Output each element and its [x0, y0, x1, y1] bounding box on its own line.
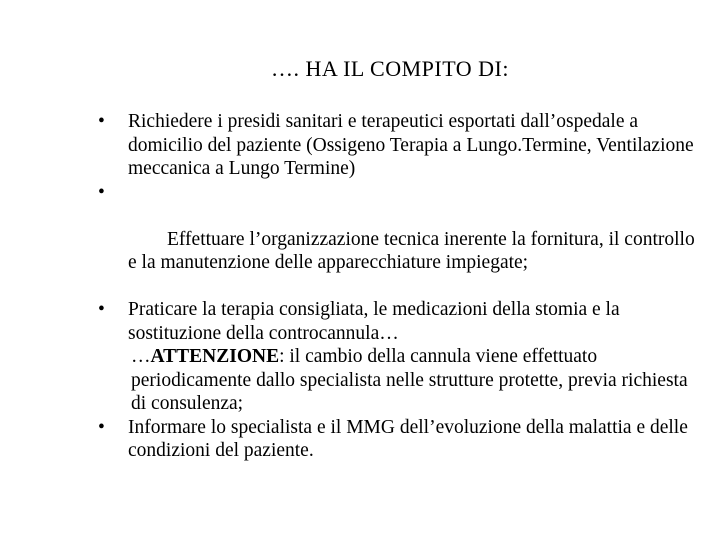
- list-item-text: Effettuare l’organizzazione tecnica inerente la fornitura, il controllo e la manutenzione delle apparecchiature impiegate;: [128, 228, 700, 273]
- attention-note: [128, 345, 698, 416]
- list-item: [98, 181, 698, 299]
- list-item: [98, 416, 698, 463]
- bullet: •: [98, 181, 105, 203]
- task-list: [98, 110, 698, 463]
- bullet: •: [98, 299, 105, 320]
- note-prefix: …: [131, 346, 151, 367]
- note-text: : il cambio della cannula viene effettuato periodicamente dallo specialista nelle strutture protette, previa richiesta di consulenza;: [131, 346, 688, 414]
- list-item-text: Richiedere i presidi sanitari e terapeutici esportati dall’ospedale a domicilio del paziente (Ossigeno Terapia a Lungo.Termine, Ventilazione meccanica a Lungo Termine): [128, 111, 694, 179]
- list-item-text: Praticare la terapia consigliata, le medicazioni della stomia e la sostituzione della controcannula…: [128, 299, 620, 344]
- note-bold-label: ATTENZIONE: [150, 346, 280, 367]
- bullet: •: [98, 416, 105, 438]
- bullet: •: [98, 111, 105, 132]
- list-item: [98, 110, 698, 181]
- list-item: [98, 298, 698, 416]
- list-item-text: Informare lo specialista e il MMG dell’evoluzione della malattia e delle condizioni del paziente.: [128, 416, 688, 461]
- slide-title: …. HA IL COMPITO DI:: [271, 56, 509, 81]
